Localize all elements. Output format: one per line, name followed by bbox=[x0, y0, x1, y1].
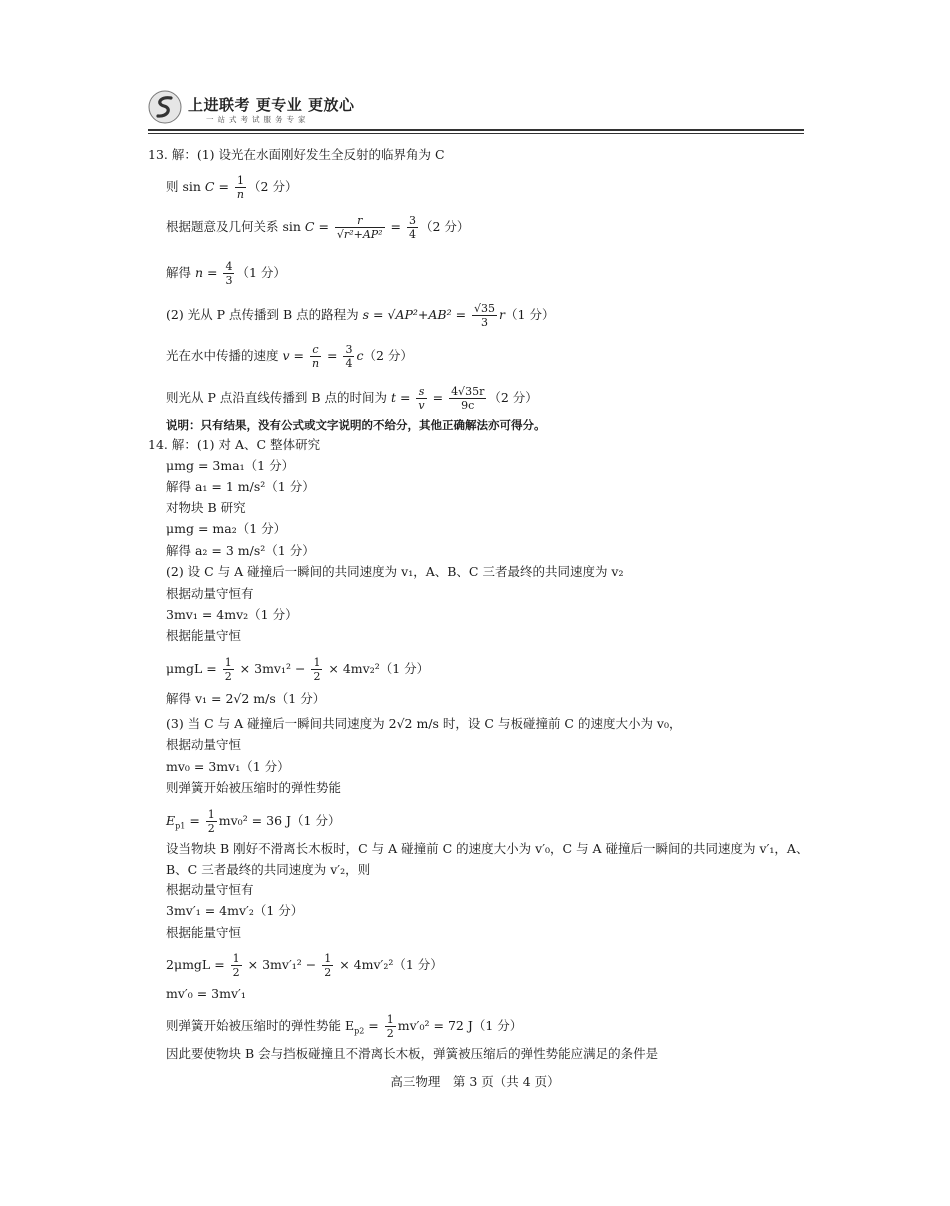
q14-line: 3mv₁ = 4mv₂（1 分） bbox=[166, 607, 298, 622]
header-rule bbox=[148, 129, 804, 131]
q14-line: 解得 a₂ = 3 m/s²（1 分） bbox=[166, 543, 315, 558]
q14-line: 根据动量守恒有 bbox=[166, 586, 254, 601]
q13-note: 说明：只有结果，没有公式或文字说明的不给分，其他正确解法亦可得分。 bbox=[166, 418, 546, 432]
q14-line: mv′₀ = 3mv′₁ bbox=[166, 986, 246, 1001]
fraction: $\frac{√35}{3}$ bbox=[474, 302, 496, 329]
q14-line: 3mv′₁ = 4mv′₂（1 分） bbox=[166, 903, 304, 918]
q14-line: μmg = 3ma₁（1 分） bbox=[166, 458, 295, 473]
q14-title: 14. 解：(1) 对 A、C 整体研究 bbox=[148, 437, 321, 452]
fraction: $\frac{s}{v}$ bbox=[418, 385, 425, 412]
q13-line4: (2) 光从 P 点传播到 B 点的路程为 s = √AP²+AB² = $\frac{√35}{3}$ r（1 分） bbox=[166, 302, 555, 329]
logo-icon bbox=[148, 90, 182, 124]
q14-line: 解得 a₁ = 1 m/s²（1 分） bbox=[166, 479, 315, 494]
fraction: $\frac{4}{3}$ bbox=[225, 260, 233, 287]
q14-line: 根据动量守恒 bbox=[166, 737, 242, 752]
fraction: $\frac{1}{n}$ bbox=[236, 174, 245, 201]
fraction: $\frac{c}{n}$ bbox=[311, 343, 320, 370]
fraction: $\frac{1}{2}$ bbox=[324, 952, 332, 979]
q13-title: 13. 解：(1) 设光在水面刚好发生全反射的临界角为 C bbox=[148, 147, 445, 162]
q14-line: mv₀ = 3mv₁（1 分） bbox=[166, 759, 290, 774]
fraction: $\frac{1}{2}$ bbox=[232, 952, 240, 979]
fraction: $\frac{3}{4}$ bbox=[409, 214, 416, 241]
q14-line: B、C 三者最终的共同速度为 v′₂，则 bbox=[166, 862, 371, 877]
fraction: $\frac{1}{2}$ bbox=[207, 808, 215, 835]
q14-line: (2) 设 C 与 A 碰撞后一瞬间的共同速度为 v₁，A、B、C 三者最终的共同速度为 v₂ bbox=[166, 564, 624, 579]
q13-line3: 解得 n = $\frac{4}{3}$ （1 分） bbox=[166, 260, 286, 287]
q13-line1: 则 sin C = $\frac{1}{n}$ （2 分） bbox=[166, 174, 298, 201]
q14-line: 解得 v₁ = 2√2 m/s（1 分） bbox=[166, 691, 326, 706]
fraction: $\frac{4√35r}{9c}$ bbox=[451, 385, 485, 412]
fraction: $\frac{r}{\text{√r²+AP²}}$ bbox=[336, 214, 383, 241]
q14-line: 对物块 B 研究 bbox=[166, 500, 246, 515]
q13-line5: 光在水中传播的速度 v = $\frac{c}{n}$ = $\frac{3}{4}$ c（2 分） bbox=[166, 343, 413, 370]
subslogan: 一站式考试服务专家 bbox=[206, 115, 310, 124]
q13-line2: 根据题意及几何关系 sin C = $\frac{r}{\text{√r²+AP²}}$ = $\frac{3}{4}$ （2 分） bbox=[166, 214, 470, 241]
q14-line: 则弹簧开始被压缩时的弹性势能 bbox=[166, 780, 342, 795]
q14-line: 根据能量守恒 bbox=[166, 925, 242, 940]
q14-line: 因此要使物块 B 会与挡板碰撞且不滑离长木板，弹簧被压缩后的弹性势能应满足的条件是 bbox=[166, 1046, 659, 1061]
fraction: $\frac{1}{2}$ bbox=[224, 656, 232, 683]
q14-ep1: $E_{p1}$ = $\frac{1}{2}$ mv₀² = 36 J（1 分） bbox=[166, 808, 341, 835]
page-footer: 高三物理 第 3 页（共 4 页） bbox=[390, 1074, 560, 1089]
header bbox=[148, 86, 804, 132]
fraction: $\frac{1}{2}$ bbox=[386, 1013, 394, 1040]
q14-energy-eq1: μmgL = $\frac{1}{2}$ × 3mv₁² − $\frac{1}{2}$ × 4mv₂²（1 分） bbox=[166, 656, 430, 683]
q14-energy-eq2: 2μmgL = $\frac{1}{2}$ × 3mv′₁² − $\frac{1}{2}$ × 4mv′₂²（1 分） bbox=[166, 952, 443, 979]
slogan: 上进联考 更专业 更放心 bbox=[188, 96, 355, 114]
fraction: $\frac{1}{2}$ bbox=[313, 656, 321, 683]
q13-line6: 则光从 P 点沿直线传播到 B 点的时间为 t = $\frac{s}{v}$ = $\frac{4√35r}{9c}$ （2 分） bbox=[166, 385, 538, 412]
q14-line: 根据能量守恒 bbox=[166, 628, 242, 643]
q14-line: 根据动量守恒有 bbox=[166, 882, 254, 897]
q14-ep2: 则弹簧开始被压缩时的弹性势能 $E_{p2}$ = $\frac{1}{2}$ mv′₀² = 72 J（1 分） bbox=[166, 1013, 523, 1040]
q14-line: μmg = ma₂（1 分） bbox=[166, 521, 287, 536]
q14-line: 设当物块 B 刚好不滑离长木板时，C 与 A 碰撞前 C 的速度大小为 v′₀，C 与 A 碰撞后一瞬间的共同速度为 v′₁，A、 bbox=[166, 841, 809, 856]
fraction: $\frac{3}{4}$ bbox=[345, 343, 353, 370]
header-rule-thin bbox=[148, 133, 804, 134]
q14-line: (3) 当 C 与 A 碰撞后一瞬间共同速度为 2√2 m/s 时，设 C 与板碰撞前 C 的速度大小为 v₀， bbox=[166, 716, 682, 731]
